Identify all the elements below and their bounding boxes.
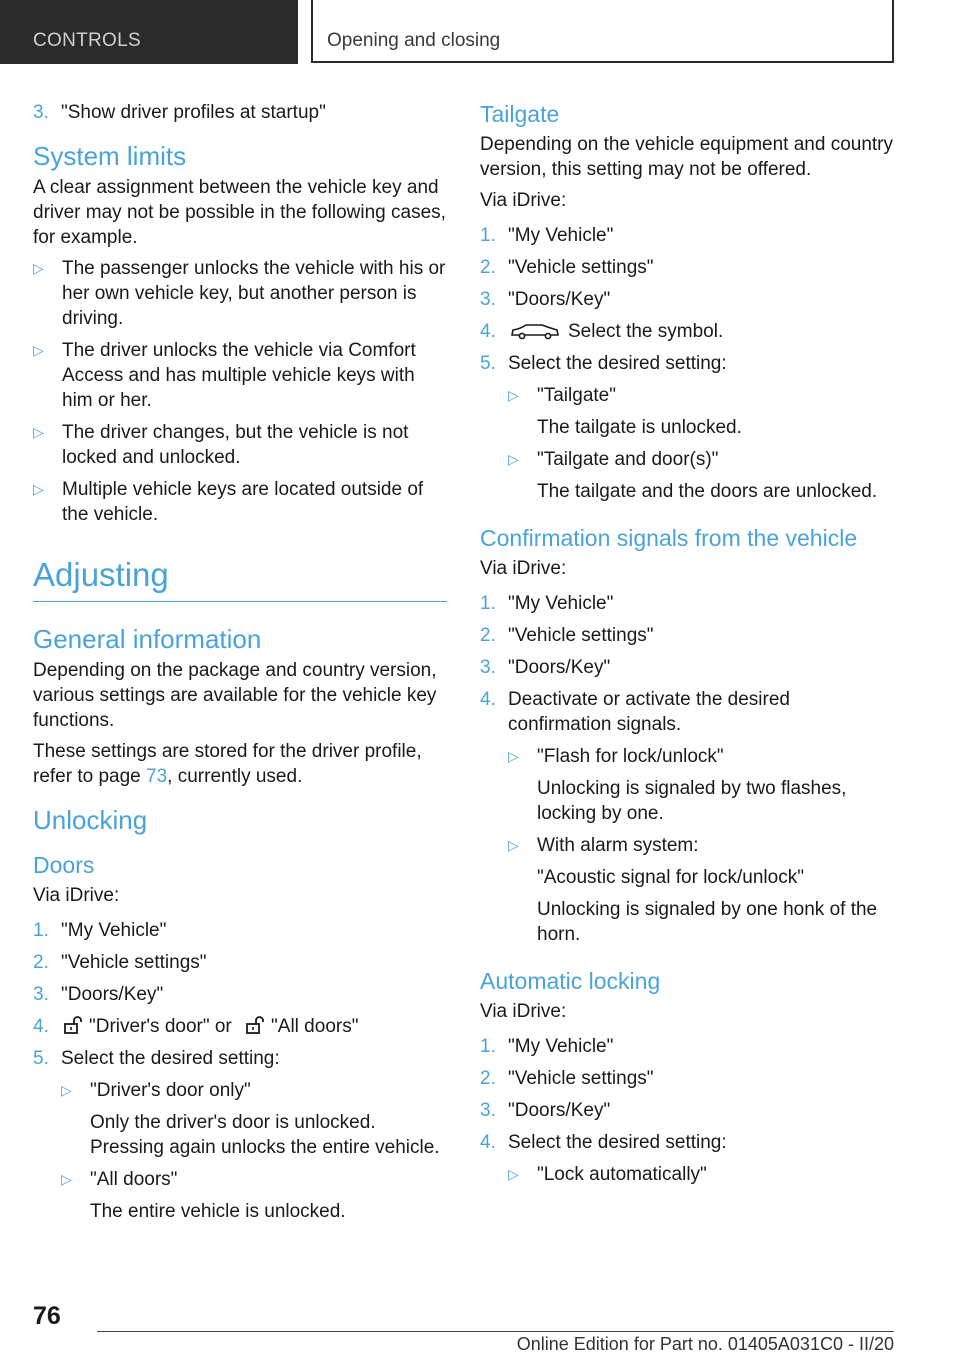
- sub-bullet-item: [480, 383, 894, 408]
- list-text: Deactivate or activate the desired confirmation signals.: [508, 689, 790, 735]
- bullet-description: Unlocking is signaled by one honk of the horn.: [537, 899, 878, 945]
- list-number: 5.: [480, 353, 496, 374]
- paragraph: [33, 739, 447, 789]
- bullet-triangle-icon: ▷: [508, 387, 519, 403]
- list-text: [508, 319, 723, 344]
- list-text: Select the desired setting:: [508, 353, 727, 374]
- bullet-triangle-icon: ▷: [33, 424, 44, 440]
- list-number: 3.: [33, 102, 49, 123]
- list-number: 4.: [480, 689, 496, 710]
- list-number: 1.: [480, 593, 496, 614]
- list-text: "Vehicle settings": [508, 625, 654, 646]
- list-number: 2.: [33, 952, 49, 973]
- list-text: "Vehicle settings": [508, 257, 654, 278]
- bullet-text: "Tailgate and door(s)": [537, 449, 719, 470]
- list-item: [480, 1034, 894, 1059]
- page-number: 76: [33, 1302, 61, 1330]
- section-heading-system-limits: System limits: [33, 141, 187, 171]
- bullet-text: The passenger unlocks the vehicle with his or her own vehicle key, but another person is driving.: [62, 258, 446, 329]
- list-number: 2.: [480, 257, 496, 278]
- bullet-triangle-icon: ▷: [33, 481, 44, 497]
- bullet-text: The driver changes, but the vehicle is not locked and unlocked.: [62, 422, 409, 468]
- footer-divider: [97, 1331, 894, 1332]
- list-item: [480, 591, 894, 616]
- bullet-triangle-icon: ▷: [508, 837, 519, 853]
- footer-edition: Online Edition for Part no. 01405A031C0 - II/20: [516, 1334, 894, 1354]
- list-text: "My Vehicle": [508, 225, 614, 246]
- bullet-description: The entire vehicle is unlocked.: [90, 1201, 346, 1222]
- list-item: [480, 623, 894, 648]
- list-item: [33, 1046, 447, 1071]
- paragraph: Via iDrive:: [480, 558, 567, 579]
- list-text: "Vehicle settings": [61, 952, 207, 973]
- list-text: "My Vehicle": [508, 1036, 614, 1057]
- sub-bullet-item: [480, 744, 894, 769]
- list-text: "My Vehicle": [508, 593, 614, 614]
- list-item: [33, 918, 447, 943]
- bullet-text: "Flash for lock/unlock": [537, 746, 724, 767]
- list-number: 4.: [480, 1132, 496, 1153]
- list-text-part: Select the symbol.: [568, 321, 724, 342]
- list-item: [33, 1014, 447, 1039]
- header-section-label: CONTROLS: [33, 30, 141, 51]
- list-text: Select the desired setting:: [508, 1132, 727, 1153]
- section-heading-unlocking: Unlocking: [33, 805, 148, 835]
- list-number: 3.: [480, 657, 496, 678]
- header-chapter-tab: [311, 0, 894, 63]
- bullet-triangle-icon: ▷: [33, 342, 44, 358]
- list-text: "Show driver profiles at startup": [61, 102, 326, 123]
- right-column: [480, 100, 894, 1194]
- left-column: [33, 100, 447, 1231]
- list-number: 5.: [33, 1048, 49, 1069]
- subsection-heading-automatic-locking: Automatic locking: [480, 968, 661, 994]
- bullet-text: "Driver's door only": [90, 1080, 251, 1101]
- bullet-description: The tailgate is unlocked.: [537, 417, 742, 438]
- bullet-text: "Tailgate": [537, 385, 616, 406]
- bullet-triangle-icon: ▷: [61, 1171, 72, 1187]
- list-item: [480, 287, 894, 312]
- bullet-text: The driver unlocks the vehicle via Comfort Access and has multiple vehicle keys with him or her.: [62, 340, 416, 411]
- list-text: "Doors/Key": [508, 289, 611, 310]
- list-item: [480, 319, 894, 344]
- bullet-text: "Lock automatically": [537, 1164, 707, 1185]
- bullet-description: "Acoustic signal for lock/unlock": [537, 867, 804, 888]
- paragraph: Depending on the vehicle equipment and country version, this setting may not be offered.: [480, 134, 894, 180]
- list-item: [480, 223, 894, 248]
- bullet-item: [33, 420, 447, 470]
- paragraph: Via iDrive:: [480, 190, 567, 211]
- bullet-description: The tailgate and the doors are unlocked.: [537, 481, 878, 502]
- list-number: 1.: [33, 920, 49, 941]
- bullet-triangle-icon: ▷: [508, 451, 519, 467]
- list-text: "Doors/Key": [61, 984, 164, 1005]
- sub-bullet-item: [480, 833, 894, 858]
- section-heading-general-information: General information: [33, 624, 262, 654]
- list-item: [33, 950, 447, 975]
- list-number: 4.: [33, 1016, 49, 1037]
- bullet-triangle-icon: ▷: [33, 260, 44, 276]
- bullet-item: [33, 338, 447, 413]
- list-number: 2.: [480, 625, 496, 646]
- list-item: [480, 1098, 894, 1123]
- bullet-description: Unlocking is signaled by two flashes, locking by one.: [537, 778, 847, 824]
- list-item: [33, 982, 447, 1007]
- header-section-tab: [0, 0, 298, 64]
- list-text: "Doors/Key": [508, 657, 611, 678]
- list-number: 3.: [480, 1100, 496, 1121]
- list-number: 2.: [480, 1068, 496, 1089]
- sub-bullet-item: [480, 1162, 894, 1187]
- list-item: [480, 255, 894, 280]
- bullet-text: With alarm system:: [537, 835, 699, 856]
- chapter-heading-adjusting: Adjusting: [33, 555, 447, 602]
- list-number: 1.: [480, 225, 496, 246]
- list-item: [480, 1130, 894, 1155]
- paragraph: Depending on the package and country version, various settings are available for the vehicle key functions.: [33, 660, 437, 731]
- list-item: [480, 687, 894, 737]
- list-text: "My Vehicle": [61, 920, 167, 941]
- sub-bullet-item: [33, 1167, 447, 1192]
- paragraph: A clear assignment between the vehicle key and driver may not be possible in the following cases, for example.: [33, 177, 446, 248]
- subsection-heading-confirmation-signals: Confirmation signals from the vehicle: [480, 525, 858, 551]
- unlock-icon: [63, 1015, 83, 1035]
- subsection-heading-tailgate: Tailgate: [480, 101, 560, 127]
- bullet-item: [33, 256, 447, 331]
- list-item: [480, 351, 894, 376]
- list-text-part: "Driver's door" or: [89, 1016, 232, 1037]
- sub-bullet-item: [480, 447, 894, 472]
- bullet-description: Only the driver's door is unlocked. Pressing again unlocks the entire vehicle.: [90, 1112, 440, 1158]
- list-text: [61, 1014, 358, 1039]
- subsection-heading-doors: Doors: [33, 852, 95, 878]
- page-reference-link[interactable]: 73: [146, 766, 168, 787]
- bullet-text: Multiple vehicle keys are located outside of the vehicle.: [62, 479, 424, 525]
- bullet-triangle-icon: ▷: [508, 1166, 519, 1182]
- paragraph-text: , currently used.: [167, 766, 303, 787]
- paragraph: Via iDrive:: [33, 885, 120, 906]
- bullet-triangle-icon: ▷: [61, 1082, 72, 1098]
- list-item: [480, 1066, 894, 1091]
- bullet-item: [33, 477, 447, 527]
- list-text: "Vehicle settings": [508, 1068, 654, 1089]
- paragraph-text: These settings are stored for the driver profile, refer to page: [33, 741, 422, 787]
- header-chapter-label: Opening and closing: [327, 30, 501, 51]
- unlock-icon: [245, 1015, 265, 1035]
- list-item: [480, 655, 894, 680]
- list-number: 4.: [480, 321, 496, 342]
- list-text: Select the desired setting:: [61, 1048, 280, 1069]
- list-number: 1.: [480, 1036, 496, 1057]
- bullet-text: "All doors": [90, 1169, 178, 1190]
- list-text: "Doors/Key": [508, 1100, 611, 1121]
- bullet-triangle-icon: ▷: [508, 748, 519, 764]
- car-tailgate-icon: [510, 322, 560, 340]
- list-number: 3.: [33, 984, 49, 1005]
- sub-bullet-item: [33, 1078, 447, 1103]
- list-item: [33, 100, 447, 125]
- paragraph: Via iDrive:: [480, 1001, 567, 1022]
- list-number: 3.: [480, 289, 496, 310]
- list-text-part: "All doors": [271, 1016, 359, 1037]
